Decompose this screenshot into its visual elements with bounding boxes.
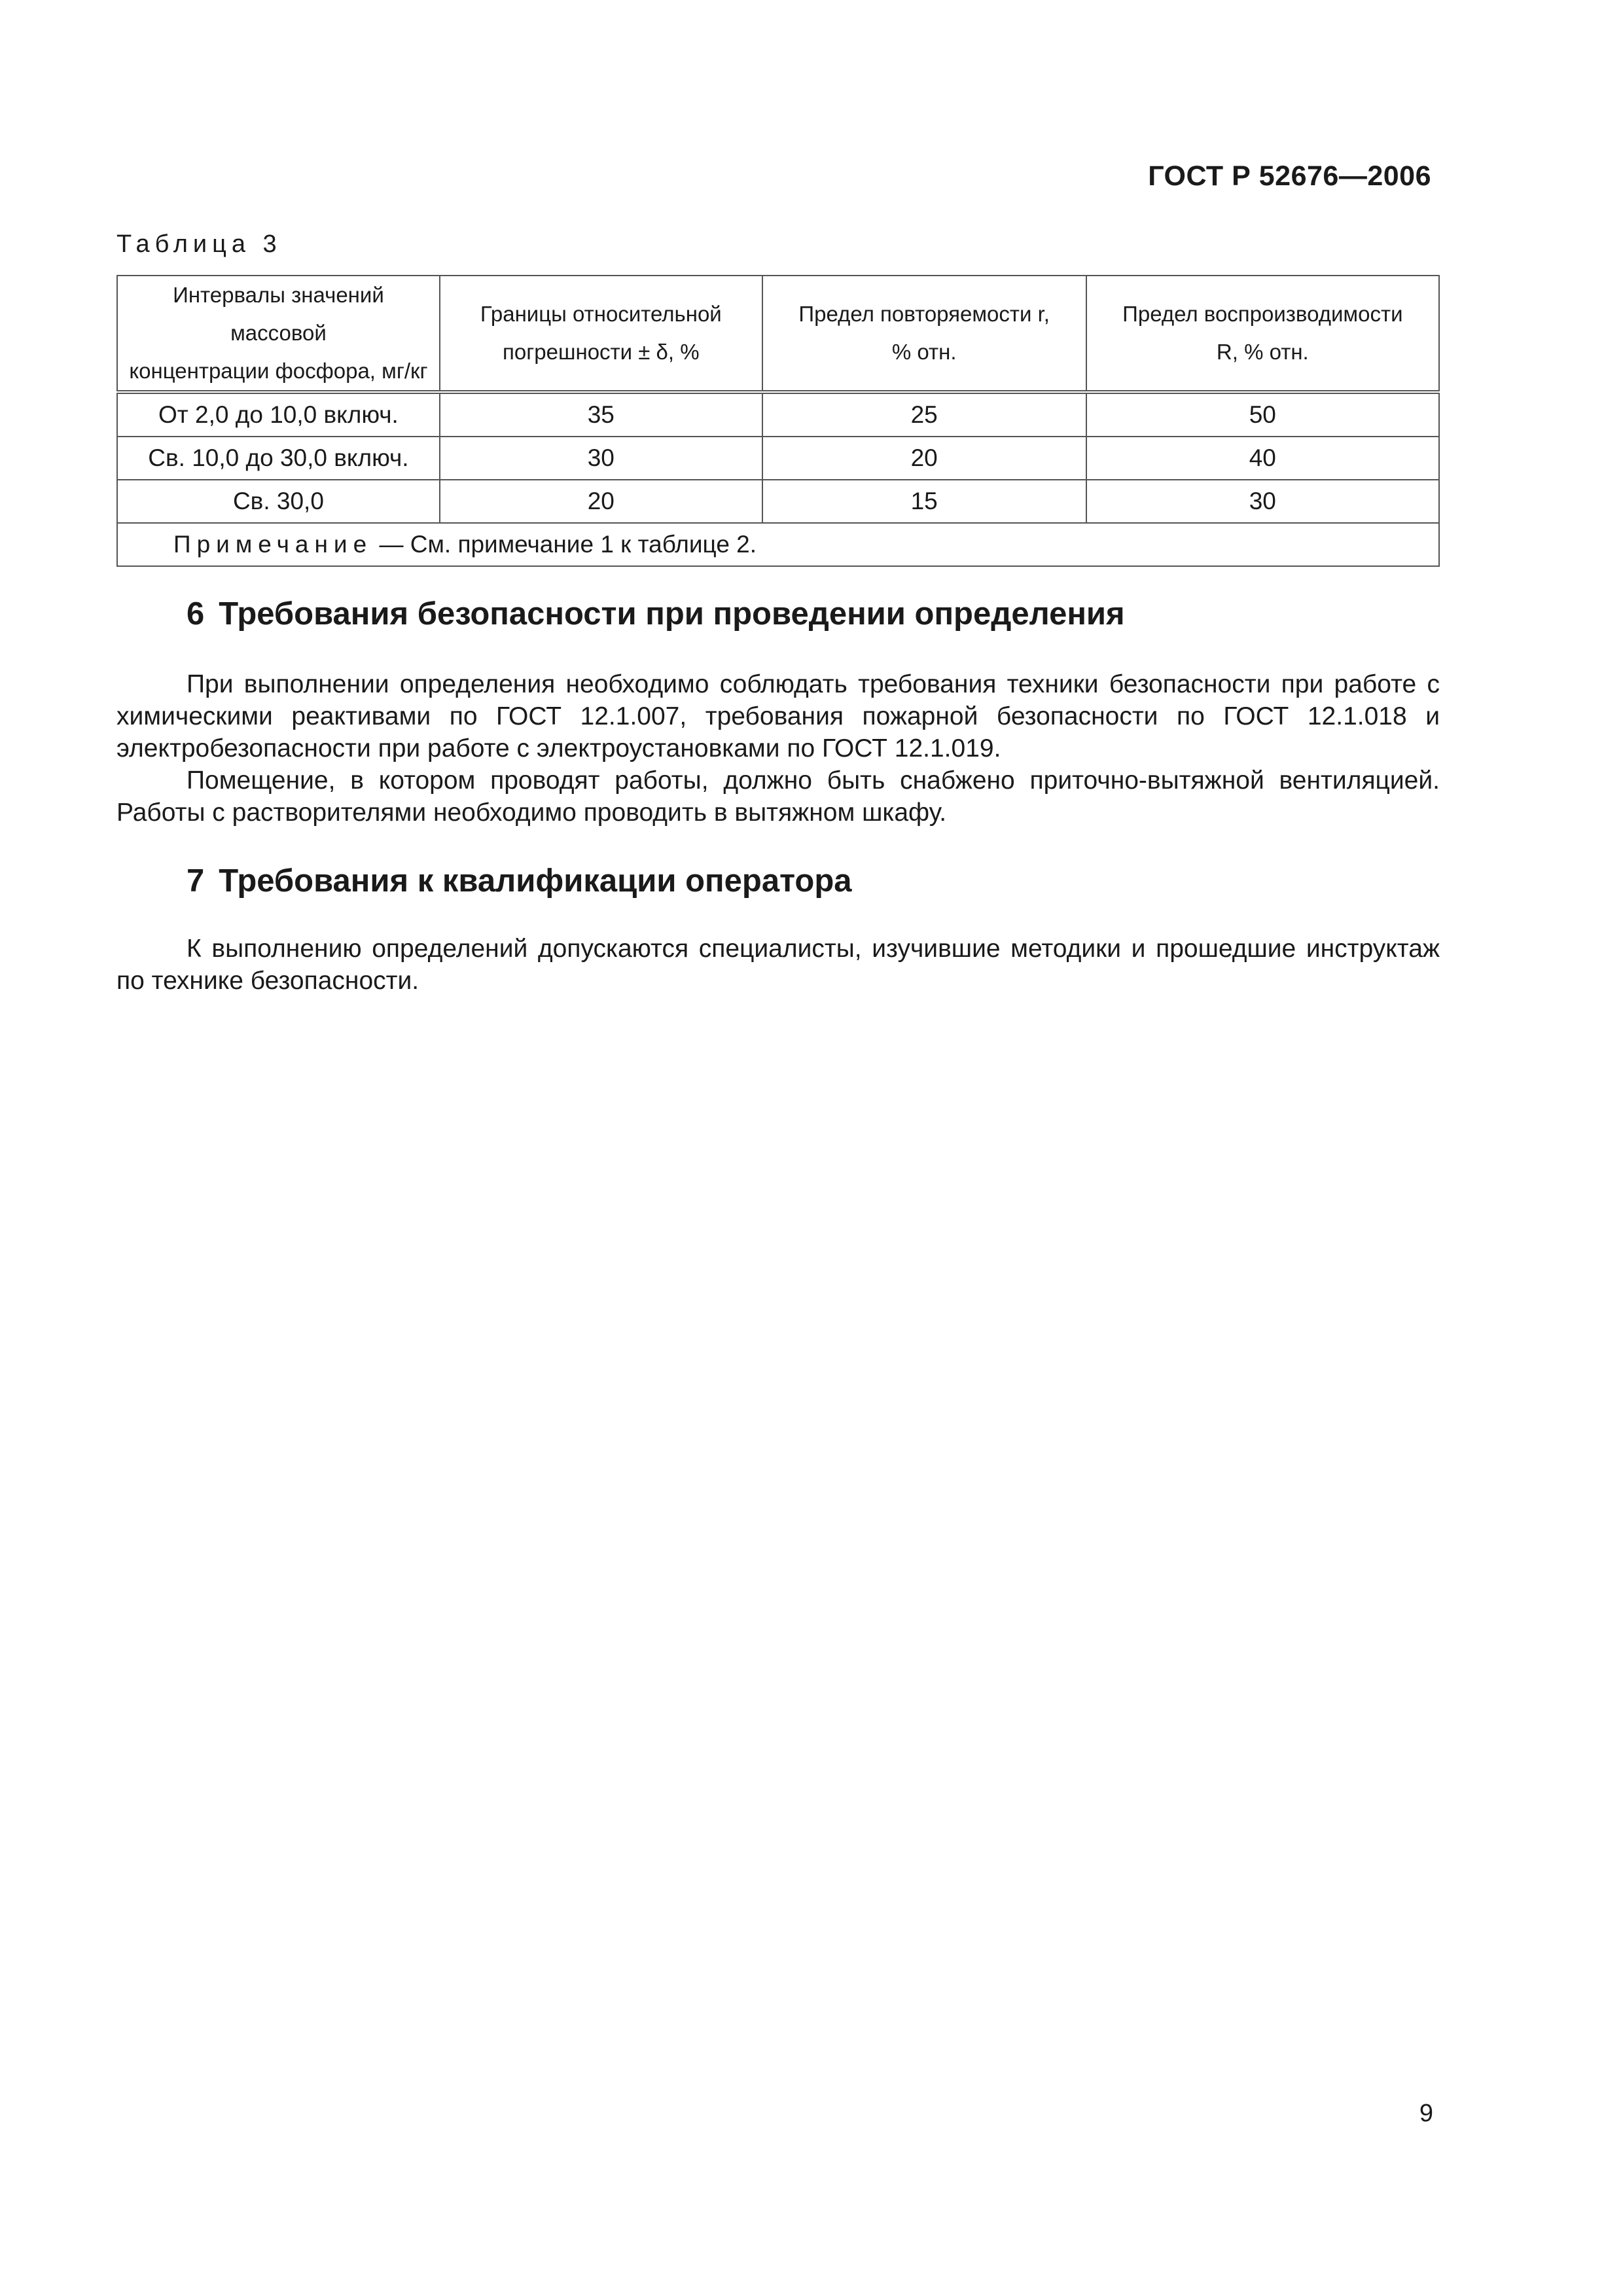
table-cell: 35 [440, 392, 762, 437]
table-cell: 30 [1086, 480, 1439, 523]
column-header-line: R, % отн. [1216, 340, 1309, 364]
section-7-heading [187, 863, 852, 899]
paragraph: При выполнении определения необходимо соблюдать требования техники безопасности при работе с химическими реактивами по ГОСТ 12.1.007, требования пожарной безопасности по ГОСТ 12.1.018 и электробезопасности при работе с электроустановками по ГОСТ 12.1.019. [116, 670, 1440, 762]
column-header-line: % отн. [891, 340, 957, 364]
table-header-row [117, 276, 1439, 392]
note-label: Примечание [173, 531, 373, 558]
table-row [117, 437, 1439, 480]
section-6-heading [187, 596, 1125, 632]
section-number: 6 [187, 596, 205, 632]
column-header-line: концентрации фосфора, мг/кг [129, 359, 428, 383]
table-cell: От 2,0 до 10,0 включ. [117, 392, 440, 437]
table-cell: Св. 30,0 [117, 480, 440, 523]
column-header-line: погрешности ± δ, % [503, 340, 700, 364]
table-cell: 50 [1086, 392, 1439, 437]
table-note-row [117, 523, 1439, 566]
page-number: 9 [1419, 2100, 1433, 2127]
column-header-line: Границы относительной [480, 302, 722, 326]
column-header-line: Предел воспроизводимости [1122, 302, 1403, 326]
section-title: Требования к квалификации оператора [219, 863, 852, 899]
table-caption: Таблица 3 [116, 230, 282, 258]
table-cell: 40 [1086, 437, 1439, 480]
table-cell: 25 [762, 392, 1086, 437]
column-header-reproducibility [1086, 276, 1439, 392]
column-header-repeatability [762, 276, 1086, 392]
table-cell: Св. 10,0 до 30,0 включ. [117, 437, 440, 480]
table-cell: 15 [762, 480, 1086, 523]
table-cell: 20 [762, 437, 1086, 480]
section-number: 7 [187, 863, 205, 899]
table-cell: 20 [440, 480, 762, 523]
column-header-error-bounds [440, 276, 762, 392]
document-id-header: ГОСТ Р 52676—2006 [1148, 160, 1431, 192]
column-header-line: Предел повторяемости r, [798, 302, 1050, 326]
note-text: — См. примечание 1 к таблице 2. [372, 531, 757, 558]
table-row [117, 480, 1439, 523]
section-6-body [116, 668, 1440, 829]
section-title: Требования безопасности при проведении определения [219, 596, 1125, 632]
table-note [117, 523, 1439, 566]
paragraph: Помещение, в котором проводят работы, должно быть снабжено приточно-вытяжной вентиляцией. Работы с растворителями необходимо проводить в вытяжном шкафу. [116, 766, 1440, 827]
column-header-interval [117, 276, 440, 392]
paragraph: К выполнению определений допускаются специалисты, изучившие методики и прошедшие инструктаж по технике безопасности. [116, 935, 1440, 995]
phosphorus-precision-table [116, 275, 1440, 567]
column-header-line: Интервалы значений массовой [173, 283, 384, 345]
section-7-body [116, 933, 1440, 997]
table-cell: 30 [440, 437, 762, 480]
table-row [117, 392, 1439, 437]
